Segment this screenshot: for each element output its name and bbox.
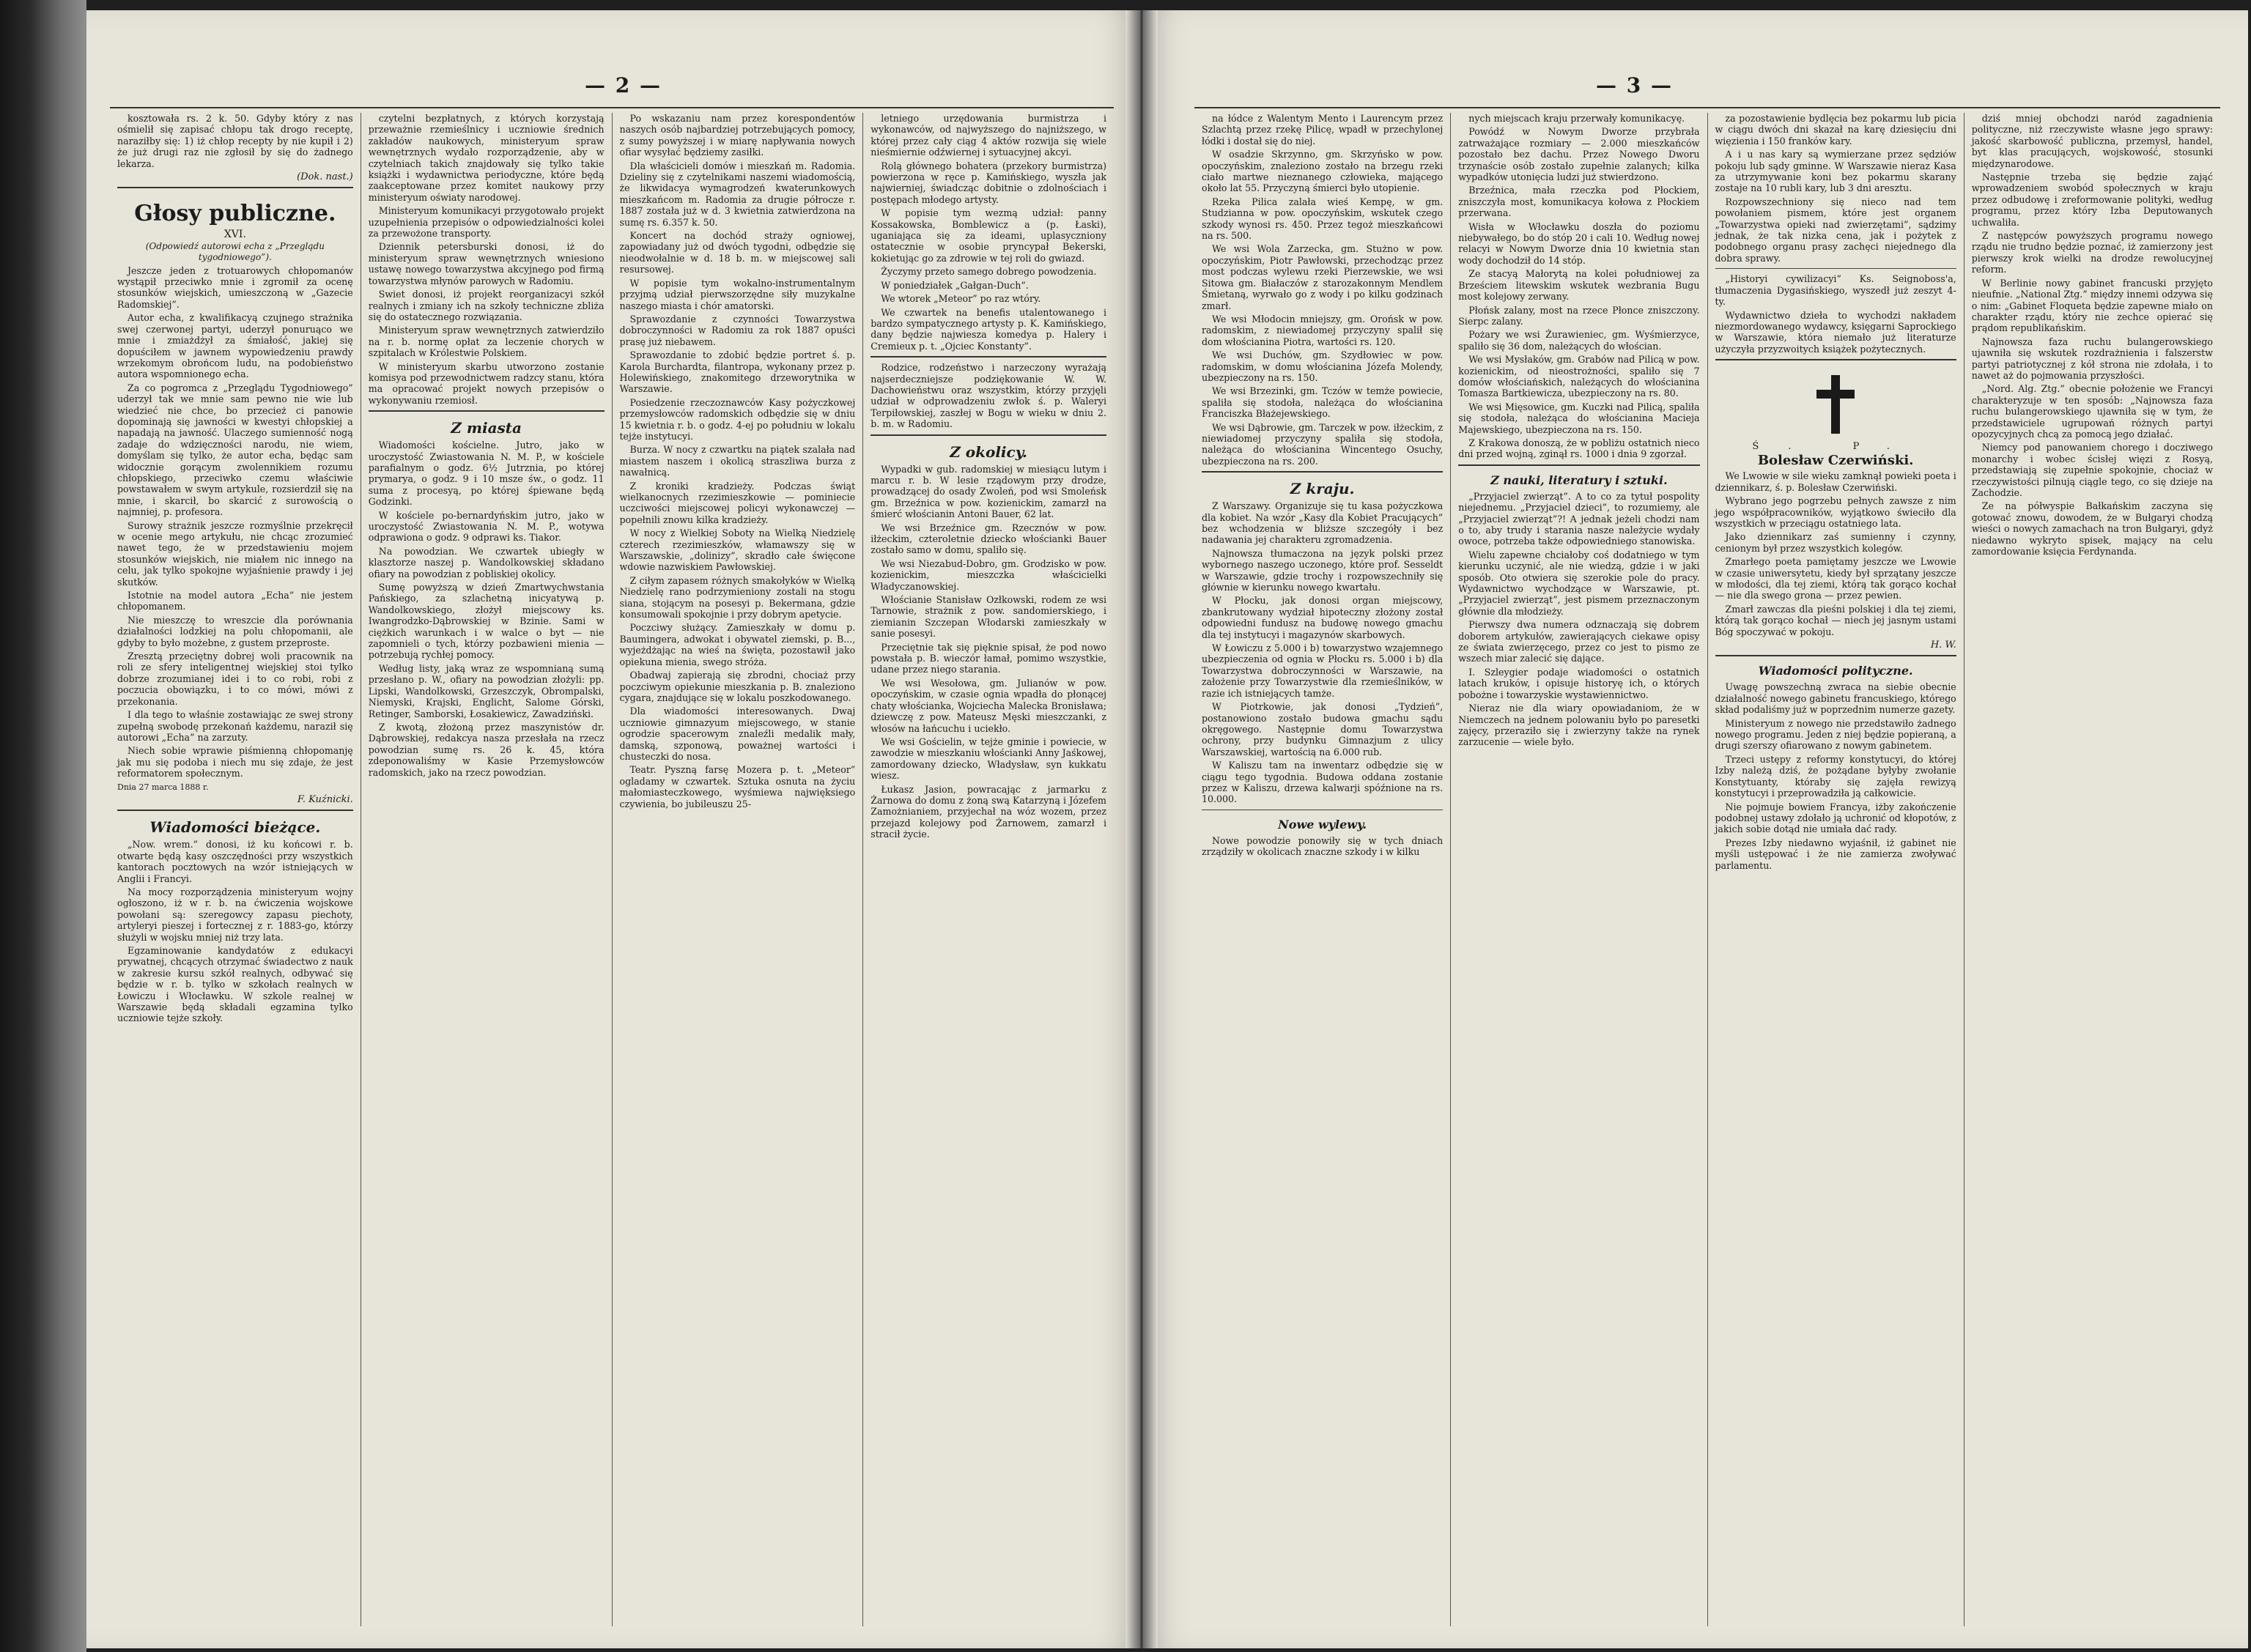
article-paragraph: Dziennik petersburski donosi, iż do ministeryum spraw wewnętrznych wniesiono ustawę nowego towarzystwa akcyjnego pod firmą towarzystwa młynów parowych w Radomiu. xyxy=(368,241,605,286)
article-paragraph: We wsi Niezabud-Dobro, gm. Grodzisko w pow. kozienickim, mieszczka właścicielki Władyczanowskiej. xyxy=(871,558,1106,592)
article-paragraph: I. Szleygier podaje wiadomości o ostatnich latach kruków, i opisuje historyę ich, o których pobożne i towarzyskie wystawiennictwo. xyxy=(1458,666,1700,700)
article-paragraph: A i u nas kary są wymierzane przez sędziów pokoju lub sądy gminne. W Warszawie nieraz Kasa za utrzymywanie koni bez pokarmu skarany zostaje na 10 rubli kary, lub 3 dni aresztu. xyxy=(1715,149,1956,194)
author-signature: H. W. xyxy=(1930,640,1956,651)
article-paragraph: W osadzie Skrzynno, gm. Skrzyńsko w pow. opoczyńskim, znaleziono zostało na brzegu rzeki ciało martwe nieznanego człowieka, mającego około lat 55. Przyczyną śmierci było utopienie. xyxy=(1202,149,1444,194)
article-paragraph: Z kroniki kradzieży. Podczas świąt wielkanocnych rzezimieszkowie — pominiecie uczciwości miejscowej policyi wykonawczej — popełnili znowu kilka kradzieży. xyxy=(619,480,856,525)
cross-icon xyxy=(1814,375,1858,434)
header-rule xyxy=(110,107,1114,108)
article-paragraph: Z Krakowa donoszą, że w pobliżu ostatnich nieco dni przed wojną, zginął rs. 1000 i dnia 9 zgorzał. xyxy=(1458,437,1700,460)
article-paragraph: Ze na półwyspie Bałkańskim zaczyna się gotować znowu, dowodem, że w Bułgaryi chodzą wieści o nowych zamachach na tron Bułgaryi, gdyż niedawno wykryto spisek, mający na celu zamordowanie księcia Ferdynanda. xyxy=(1971,500,2213,558)
section-heading: Z miasta xyxy=(451,419,522,437)
article-paragraph: Po wskazaniu nam przez korespondentów naszych osób najbardziej potrzebujących pomocy, z sumy powyższej i w miarę napływania nowych ofiar wysyłać będziemy zasiłki. xyxy=(619,113,856,158)
article-paragraph: We czwartek na benefis utalentowanego i bardzo sympatycznego artysty p. K. Kamińskiego, dany będzie najwiesza komedya p. Halery i Cremieux p. t. „Ojciec Konstanty”. xyxy=(871,306,1106,352)
article-paragraph: „Przyjaciel zwierząt”. A to co za tytuł pospolity niejednemu. „Przyjaciel dzieci”, to rozumiemy, ale „Przyjaciel zwierząt”?! A jednak jeżeli chodzi nam o to, aby trudy i starania nasze należycie wydały owoce, potrzeba także odpowiedniego stanowiska. xyxy=(1458,490,1700,547)
article-paragraph: Ze stacyą Małorytą na kolei południowej za Brześciem litewskim wskutek wezbrania Bugu most kolejowy zerwany. xyxy=(1458,268,1700,303)
article-paragraph: Prezes Izby niedawno wyjaśnił, iż gabinet nie myśli ustępować i że nie zamierza zwoływać parlamentu. xyxy=(1715,837,1956,871)
section-heading: Nowe wylewy. xyxy=(1278,817,1367,831)
article-paragraph: Ministeryum z nowego nie przedstawiło żadnego nowego programu. Jeden z niej będzie popieraną, a drugi szerszy ofiarowano z nowym gabinetem. xyxy=(1715,717,1956,752)
article-paragraph: Zmarłego poeta pamiętamy jeszcze we Lwowie w czasie uniwersytetu, kiedy był sprzątany jeszcze w młodości, dla tej ziemi, którą tak gorąco kochał — nie dla swego grona — przez pewien. xyxy=(1715,556,1956,601)
article-paragraph: We wsi Wesołowa, gm. Julianów w pow. opoczyńskim, w czasie ognia wpadła do płonącej chaty włościanka, Wojciecha Malecka Bronisława; dziewczę z pow. Mateusz Męski mieszczanki, z włosów na łańcuchu i uciekło. xyxy=(871,677,1106,734)
article-paragraph: Trzeci ustępy z reformy konstytucyi, do której Izby należą dziś, że pożądane byłyby zwołanie Konstytuanty, któraby się zajęła rewizyą konstytucyi i przeprowadziła ją całkowicie. xyxy=(1715,753,1956,799)
article-paragraph: We wsi Wola Zarzecka, gm. Stużno w pow. opoczyńskim, Piotr Pawłowski, przechodząc przez most podczas wylewu rzeki Pierzewskie, we wsi Sitowa gm. Białaczów z starozakonnym Mendlem Śmietaną, wyrwało go z wody i po kilku godzinach zmarł. xyxy=(1202,243,1444,311)
article-paragraph: letniego urzędowania burmistrza i wykonawców, od najwyższego do najniższego, w której przez cały ciąg 4 aktów rozwija się wiele nieśmiernie odźwiernej i sytuacyjnej akcyi. xyxy=(871,113,1106,158)
article-paragraph: W nocy z Wielkiej Soboty na Wielką Niedzielę czterech rzezimieszków, włamawszy się w Warszawskie, „dolinizy”, skradło całe święcone wdowie nazwiskiem Pawłowskiej. xyxy=(619,527,856,573)
article-paragraph: Powódź w Nowym Dworze przybrała zatrważające rozmiary — 2.000 mieszkańców pozostało bez dachu. Przez Nowego Dworu trzynaście osób zostało zupełnie zalanych; kilka wypadków utonięcia ludzi już stwierdzono. xyxy=(1458,126,1700,183)
article-paragraph: W Łowiczu z 5.000 i b) towarzystwo wzajemnego ubezpieczenia od ognia w Płocku rs. 5.000 i b) dla Towarzystwa dobroczynności w Warszawie, na założenie przy Towarzystwie dla rzemieślników, w razie ich istniejących tamże. xyxy=(1202,642,1444,699)
divider xyxy=(369,410,605,412)
article-paragraph: We wtorek „Meteor” po raz wtóry. xyxy=(881,293,1041,305)
article-paragraph: czytelni bezpłatnych, z których korzystają przeważnie rzemieślnicy i uczniowie średnich zakładów naukowych, ministeryum spraw wewnętrznych wydało rozporządzenie, aby w czytelniach takich znajdowały się tylko takie książki i wydawnictwa periodyczne, które będą zaakceptowane przez komitet naukowy przy ministeryum oświaty narodowej. xyxy=(368,113,605,203)
article-paragraph: Burza. W nocy z czwartku na piątek szalała nad miastem naszem i okolicą straszliwa burza z nawałnicą. xyxy=(619,444,856,478)
article-paragraph: Z następców powyższych programu nowego rządu nie trudno będzie poznać, iż zamierzony jest pierwszy krok wielki na drodze rewolucyjnej reform. xyxy=(1971,230,2213,275)
article-paragraph: W popisie tym wezmą udział: panny Kossakowska, Bomblewicz a (p. Łaski), uganiająca się za ideami, uplasyczniony ostatecznie w osobie pryncypał Bekerski, kokietując go za zdrowie w tej roli do gwiazd. xyxy=(871,207,1106,264)
article-paragraph: Wiadomości kościelne. Jutro, jako w uroczystość Zwiastowania N. M. P., w kościele parafialnym o godz. 6½ Jutrznia, po której prymarya, o godz. 9 i 10 msze św., o godz. 11 suma z procesyą, po której śpiewane będą Godzinki. xyxy=(368,440,605,508)
article-paragraph: We wsi Brzezinki, gm. Tczów w temże powiecie, spaliła się stodoła, należąca do włościanina Franciszka Błażejewskiego. xyxy=(1202,385,1444,420)
article-paragraph: We wsi Duchów, gm. Szydłowiec w pow. radomskim, w domu włościanina Józefa Molendy, ubezpieczony na rs. 150. xyxy=(1202,349,1444,383)
column xyxy=(1708,113,1964,1626)
divider xyxy=(871,356,1106,358)
article-paragraph: Brzeźnica, mała rzeczka pod Płockiem, zniszczyła most, komunikacya kołowa z Płockiem przerwana. xyxy=(1458,185,1700,219)
article-paragraph: Z ciłym zapasem różnych smakołyków w Wielką Niedzielę rano podrzymieniony zostali na stogu siana, stojącym na posesyi p. Bekermana, gdzie konsumowali spokojnie i przy dobrym apetycie. xyxy=(619,574,856,621)
article-paragraph: Teatr. Pyszną farsę Mozera p. t. „Meteor” ogladamy w czwartek. Sztuka osnuta na życiu małomiasteczkowego, wyśmiewa najwięksiego czywienia, bo jubileuszu 25- xyxy=(619,764,856,810)
article-paragraph: dziś mniej obchodzi naród zagadnienia polityczne, niż rzeczywiste własne jego sprawy: jakość skarbowość publiczna, przemysł, handel, byt klas pracujących, wojskowość, stosunki międzynarodowe. xyxy=(1971,113,2213,169)
article-paragraph: Poczciwy służący. Zamieszkały w domu p. Baumingera, adwokat i obywatel ziemski, p. B..., wyjeżdżając na wieś na święta, pozostawił jako opiekuna mienia, swego stróża. xyxy=(619,622,856,667)
article-paragraph: W poniedziałek „Gałgan-Duch”. xyxy=(881,279,1029,291)
article-paragraph: Dla wiadomości interesowanych. Dwaj uczniowie gimnazyum miejscowego, w stanie ogrodzie spacerowym znaleźli medalik mały, damską, szponową, poważnej wartości i chusteczki do nosa. xyxy=(619,705,856,762)
obituary-name: Bolesław Czerwiński. xyxy=(1757,452,1914,468)
section-heading: Wiadomości bieżące. xyxy=(149,818,321,837)
continuation-note: (Dok. nast.) xyxy=(297,171,353,183)
article-paragraph: Surowy strażnik jeszcze rozmyślnie przekręcił w ocenie mego artykułu, nie chcąc zrozumieć nawet tego, że w przedstawieniu mojem stosunków wiejskich, nie miałem nic innego na celu, jak tylko spokojne wyjaśnienie prawdy i jej skutków. xyxy=(117,519,353,588)
article-paragraph: Wydawnictwo dzieła to wychodzi nakładem niezmordowanego wydawcy, księgarni Saprockiego w Warszawie, która niemało już literaturze użyczyła przyzwoitych książek pożytecznych. xyxy=(1715,309,1956,355)
article-paragraph: Nie pojmuje bowiem Francya, iżby zakończenie podobnej ustawy zdołało ją uchronić od kłopotów, z jakich sobie dotąd nie umiała dać rady. xyxy=(1715,801,1956,835)
column xyxy=(613,113,864,1626)
obituary-cross-icon xyxy=(1715,375,1956,436)
article-paragraph: W Kaliszu tam na inwentarz odbędzie się w ciągu tego tygodnia. Budowa oddana zostanie przez w Kaliszu, drzewa kalwarji spóźnione na rs. 10.000. xyxy=(1202,760,1444,805)
section-subtitle: (Odpowiedź autorowi echa z „Przeglądu tygodniowego”). xyxy=(145,240,325,263)
divider xyxy=(871,434,1106,436)
article-paragraph: Sumę powyższą w dzień Zmartwychwstania Pańskiego, za szlachetną inicyatywą p. Wandolkowskiego, złożył miejscowy ks. Iwangrodzko-Dąbrowskiej w Bzinie. Sami w ciężkich warunkach i w walce o byt — nie zapomnieli o tych, którzy pozbawieni mienia — potrzebują rychłej pomocy. xyxy=(368,582,605,661)
section-heading: Z kraju. xyxy=(1290,480,1355,498)
article-paragraph: We wsi Mięsowice, gm. Kuczki nad Pilicą, spaliła się stodoła, należąca do włościanina Macieja Majewskiego, ubezpieczona na rs. 150. xyxy=(1458,401,1700,435)
article-paragraph: Wypadki w gub. radomskiej w miesiącu lutym i marcu r. b. W lesie rządowym przy drodze, prowadzącej do osady Zwoleń, pod wsi Smoleńsk gm. Brzeźnica w pow. kozienickim, zamarzł na śmierć włościanin Antoni Bauer, 62 lat. xyxy=(871,463,1106,520)
newspaper-spread xyxy=(86,10,2248,1648)
article-paragraph: Jeszcze jeden z trotuarowych chłopomanów wystąpił przeciwko mnie i zgromił za ocenę stosunków wiejskich, umieszczoną w „Gazecie Radomskiej”. xyxy=(117,264,353,310)
page-gutter xyxy=(1126,10,1158,1648)
article-paragraph: Rozpowszechniony się nieco nad tem powołaniem pismem, które jest organem „Towarzystwa opieki nad zwierzętami”, sądzimy jednak, że tak nizka cena, jak i pożytek z podobnego organu prasy zachęci niejednego dla dobra sprawy. xyxy=(1715,196,1956,264)
article-paragraph: Sprawozdanie to zdobić będzie portret ś. p. Karola Burchardta, filantropa, wykonany przez p. Holewińskiego, znakomitego drzeworytnika w Warszawie. xyxy=(619,349,856,395)
article-paragraph: We wsi Gościelin, w tejże gminie i powiecie, w zawodzie w mieszkaniu włościanki Anny Jaśkowej, zamordowany dziecko, Władysław, syn kukkatu wiesz. xyxy=(871,736,1106,782)
divider xyxy=(1715,655,1956,656)
article-paragraph: „Historyi cywilizacyi” Ks. Seignoboss'a, tłumaczenia Dygasińskiego, wyszedł już zeszyt 4-ty. xyxy=(1715,273,1956,308)
column xyxy=(863,113,1114,1626)
column xyxy=(1964,113,2220,1626)
article-paragraph: W Płocku, jak donosi organ miejscowy, zbankrutowany wydział hipoteczny złożony został odpowiedni fundusz na budowę nowego gmachu dla tej instytucyi i magazynów skarbowych. xyxy=(1202,595,1444,640)
article-paragraph: Na mocy rozporządzenia ministeryum wojny ogłoszono, iż w r. b. na ćwiczenia wojskowe powołani są: szeregowcy zapasu piechoty, artyleryi pieszej i fortecznej z r. 1883-go, którzy służyli w wojsku mniej niż trzy lata. xyxy=(117,886,353,943)
article-paragraph: Wielu zapewne chciałoby coś dodatniego w tym kierunku uczynić, ale nie wiedzą, gdzie i w jaki sposób. Oto otwiera się szerokie pole do pracy. Wydawnictwo wychodzące w Warszawie, pt. „Przyjaciel zwierząt”, jest pismem przeznaczonym głównie dla młodzieży. xyxy=(1458,549,1700,617)
column xyxy=(361,113,613,1626)
article-paragraph: W Piotrkowie, jak donosi „Tydzień”, postanowiono zostało budowa gmachu sądu okręgowego. Następnie domu Towarzystwa ochrony, przy budynku Gimnazjum z ulicy Warszawskiej, wartością na 6.000 rub. xyxy=(1202,701,1444,758)
dateline: Dnia 27 marca 1888 r. xyxy=(117,782,209,792)
article-paragraph: Koncert na dochód straży ogniowej, zapowiadany już od dwóch tygodni, odbędzie się nieodwołalnie w d. 18 b. m. w miejscowej sali resursowej. xyxy=(619,230,856,275)
article-paragraph: Nie mieszczę to wreszcie dla porównania działalności lodzkiej na polu chłopomanii, ale gdyby to było możebne, z gustem przeproste. xyxy=(117,614,353,648)
book-binding-edge xyxy=(0,0,86,1652)
article-paragraph: We wsi Mysłaków, gm. Grabów nad Pilicą w pow. kozienickim, od nieostrożności, spaliło się 7 domów włościańskich, należących do włościanina Tomasza Bartkiewicza, ubezpieczony na rs. 80. xyxy=(1458,354,1700,399)
header-rule xyxy=(1194,107,2220,108)
article-paragraph: Najnowsza tłumaczona na język polski przez wybornego naszego uczonego, które prof. Sesseldt w Warszawie, gdzie trochy i rozpowszechniły się głównie w kierunku nowego kwartału. xyxy=(1202,547,1444,593)
article-paragraph: Ministeryum komunikacyi przygotowało projekt uzupełnienia przepisów o odpowiedzialności kolei za przewożone transporty. xyxy=(368,205,605,240)
right-page-columns xyxy=(1194,113,2220,1626)
article-paragraph: Wisła w Włocławku doszła do poziomu niebywałego, bo do stóp 20 i cali 10. Według nowej relacyi w Nowym Dworze dnia 10 kwietnia stan wody dochodził do 14 stóp. xyxy=(1458,221,1700,266)
article-paragraph: Według listy, jaką wraz ze wspomnianą sumą przesłano p. W., ofiary na powodzian złożyli: pp. Lipski, Wandolkowski, Grzeszczyk, Obrompalski, Niemyski, Krajski, Englicht, Salome Górski, Retinger, Samborski, Łosakiewicz, Zawadziński. xyxy=(368,662,605,719)
article-paragraph: Rzeka Pilica zalała wieś Kempę, w gm. Studzianna w pow. opoczyńskim, wskutek czego szkody wynosi rs. 450. Przez tegoż mieszkańcowi na rs. 500. xyxy=(1202,196,1444,242)
article-paragraph: Przeciętnie tak się pięknie spisał, że pod nowo powstała p. B. wieczór łamał, pomimo wszystkie, udane przez niego starania. xyxy=(871,641,1106,675)
article-paragraph: We wsi Brzeźnice gm. Rzecznów w pow. iłżeckim, czteroletnie dziecko włościanki Bauer zostało samo w domu, spaliło się. xyxy=(871,522,1106,556)
article-paragraph: Egzaminowanie kandydatów z edukacyi prywatnej, chcących otrzymać świadectwo z nauk w zakresie kursu szkół realnych, odbywać się będzie w r. b. tylko w szkołach realnych w Łowiczu i Włocławku. W szkole realnej w Warszawie będą składali egzamina tylko uczniowie tejże szkoły. xyxy=(117,945,353,1024)
article-paragraph: Włościanie Stanisław Ozłkowski, rodem ze wsi Tarnowie, strażnik z pow. sandomierskiego, i ziemianin Szczepan Włodarski zamieszkały w sanie posesyi. xyxy=(871,594,1106,640)
article-paragraph: Jako dziennikarz zaś sumienny i czynny, cenionym był przez wszystkich kolegów. xyxy=(1715,531,1956,554)
article-paragraph: Autor echa, z kwalifikacyą czujnego strażnika swej czerwonej partyi, uderzył ponuruąco we mnie i zmiażdżył za śmiałość, jakiej się dopuściłem w jawnem wypowiedzeniu prawdy wrzekomym obrońcom ludu, na podobieństwo autora wspomnionego echa. xyxy=(117,312,353,380)
article-paragraph: Płońsk zalany, most na rzece Płonce zniszczony. Sierpc zalany. xyxy=(1458,304,1700,327)
article-paragraph: Niech sobie wprawie piśmienną chłopomanję jak mu się podoba i niech mu się zdaje, że jest reformatorem społecznym. xyxy=(117,745,353,779)
column xyxy=(1194,113,1451,1626)
article-paragraph: W Berlinie nowy gabinet francuski przyjęto nieufnie. „National Ztg.” między innemi odzywa się o nim: „Gabinet Floqueta będzie zapewne miało on charakter rządu, który nie zechce opierać się prądom republikańskim. xyxy=(1971,277,2213,334)
article-paragraph: W ministeryum skarbu utworzono zostanie komisya pod przewodnictwem radzcy stanu, która ma opracować projekt nowych przepisów o wykonywaniu rzemiosł. xyxy=(368,360,605,406)
article-paragraph: „Now. wrem.” donosi, iż ku końcowi r. b. otwarte będą kasy oszczędności przy wszystkich kantorach pocztowych na wzór istniejących w Anglii i Francyi. xyxy=(117,839,353,884)
page-number-right: — 3 — xyxy=(1596,73,1673,97)
article-paragraph: Ministeryum spraw wewnętrznych zatwierdziło na r. b. normę opłat za leczenie chorych w szpitalach w Królestwie Polskiem. xyxy=(368,325,605,359)
right-page xyxy=(1142,10,2248,1648)
article-paragraph: Niemcy pod panowaniem chorego i docziwego monarchy i wobec ścisłej więzi z Rosyą, przedstawiają się zupełnie spokojnie, chociaż w rzeczywistości pilnują ciągle tego, co się dzieje na Zachodzie. xyxy=(1971,442,2213,498)
article-paragraph: za pozostawienie bydlęcia bez pokarmu lub picia w ciągu dwóch dni skazał na karę dziesięciu dni więzienia i 150 franków kary. xyxy=(1715,113,1956,147)
section-heading: Wiadomości polityczne. xyxy=(1758,664,1913,678)
article-paragraph: W kościele po-bernardyńskim jutro, jako w uroczystość Zwiastowania N. M. P., wotywa odprawiona o godz. 9 odprawi ks. Tiakor. xyxy=(368,509,605,544)
left-page xyxy=(86,10,1142,1648)
article-paragraph: „Nord. Alg. Ztg.” obecnie położenie we Francyi charakteryzuje w ten sposób: „Najnowsza faza ruchu bulangerowskiego ujawniła się w tym, że przedstawiciele ugrupowań różnych partyi opozycyjnych chcą za pomocą jego działać. xyxy=(1971,383,2213,440)
article-paragraph: Wybrano jego pogrzebu pełnych zawsze z nim jego współpracowników, wyjątkowo świeciło dla wszystkich w przeciągu ostatniego lata. xyxy=(1715,495,1956,529)
article-paragraph: Obadwaj zapierają się zbrodni, chociaż przy poczciwym opiekunie mieszkania p. B. znaleziono cygara, znajdujące się w lokalu poszkodowanego. xyxy=(619,670,856,703)
article-paragraph: Łukasz Jasion, powracając z jarmarku z Żarnowa do domu z żoną swą Katarzyną i Józefem Zamożnianiem, przyjechał na wóz wozem, przez przejazd kolejowy pod Żarnowem, zamarzł i stracił życie. xyxy=(871,783,1106,840)
article-paragraph: Następnie trzeba się będzie zająć wprowadzeniem swobód społecznych w kraju przez odbudowę i zreformowanie polityki, według programu, przez który Izba Deputowanych uchwaliła. xyxy=(1971,171,2213,228)
divider xyxy=(1715,359,1956,360)
section-heading: Głosy publiczne. xyxy=(134,201,336,227)
article-paragraph: We Lwowie w sile wieku zamknął powieki poeta i dziennikarz, ś. p. Bolesław Czerwiński. xyxy=(1715,470,1956,493)
column xyxy=(1451,113,1707,1626)
column xyxy=(110,113,361,1626)
divider xyxy=(1458,464,1699,466)
article-paragraph: Pożary we wsi Żurawieniec, gm. Wyśmierzyce, spaliło się 36 dom, należących do włościan. xyxy=(1458,329,1700,352)
article-paragraph: Rolą głównego bohatera (przekory burmistrza) powierzona w ręce p. Kamińskiego, wyszła jak najwierniej, świadcząc dobitnie o zdolnościach i postępach młodego artysty. xyxy=(871,160,1106,205)
section-heading: Z okolicy. xyxy=(950,442,1027,461)
article-paragraph: Dla właścicieli domów i mieszkań m. Radomia. Dzieliny się z czytelnikami naszemi wiadomością, że likwidacya wymagrodzeń kwaterunkowych mieszkańcom m. Radomia za drugie półrocze r. 1887 została już w d. 3 kwietnia zatwierdzona na sumę rs. 6.357 k. 50. xyxy=(619,160,856,228)
article-paragraph: Za co pogromca z „Przeglądu Tygodniowego” uderzył tak we mnie sam pewno nie wie lub wiedzieć nie chce, bo przecież ci panowie dopominają się jawności w kwestyi chłopskiej a napadają na jawność. Ulaczego sumienność nogą zadaje do wdzięczności narodu, nie wiem, domyślam się tylko, że autor echa, będąc sam widocznie gorącym zwolennikiem rozumu chłopskiego, przeciwko czemu właściwie powstawałem w swym artykule, rozsierdził się na mnie, i skarcił, bo skarcić z surowością o najmniej, p. profesora. xyxy=(117,382,353,518)
article-paragraph: kosztowała rs. 2 k. 50. Gdyby który z nas ośmielił się zapisać chłopu tak drogo receptę, naraziłby się: 1) iż chłop recepty by nie kupił i 2) że już drugi raz nie zgłosił by się do żadnego lekarza. xyxy=(117,113,353,169)
article-paragraph: Zmarł zawczas dla pieśni polskiej i dla tej ziemi, którą tak gorąco kochał — niech jej jasnym ustami Bóg spoczywać w pokoju. xyxy=(1715,603,1956,637)
article-paragraph: Istotnie na model autora „Echa” nie jestem chłopomanem. xyxy=(117,590,353,612)
divider xyxy=(117,810,353,811)
article-paragraph: na łódce z Walentym Mento i Laurencym przez Szlachtą przez rzekę Pilicę, wpadł w przechylonej łódki i dostał się do niej. xyxy=(1202,113,1444,147)
article-paragraph: Rodzice, rodzeństwo i narzeczony wyrażają najserdeczniejsze podziękowanie W. W. Dachowieństwu oraz wszystkim, którzy przyjęli udział w odprowadzeniu zwłok ś. p. Waleryi Terpiłowskiej, zaszłej w Bogu w wieku w dniu 2. b. m. w Radomiu. xyxy=(871,362,1106,430)
article-paragraph: Najnowsza faza ruchu bulangerowskiego ujawniła się wskutek rozdrażnienia i falszerstw partyi patriotycznej z kół strona nie zdołała, i to nawet aż do pojmowania przyszłości. xyxy=(1971,336,2213,381)
article-paragraph: Zresztą przeciętny dobrej woli pracownik na roli ze sfery inteligentnej wiejskiej stoi tylko dobrze zrozumianej idei i to co robi, robi z poczucia obowiązku, i to co mówi, mówi z przekonania. xyxy=(117,651,353,707)
article-paragraph: Pierwszy dwa numera odznaczają się dobrem doborem artykułów, zawierających ciekawe opisy ze świata zwierzęcego, przez co jest to pismo ze wszech miar zalecić się dające. xyxy=(1458,619,1700,664)
article-paragraph: nych miejscach kraju przerwały komunikacyę. xyxy=(1468,113,1685,124)
obituary-sp: Ś. P. xyxy=(1752,440,1919,452)
left-page-columns xyxy=(110,113,1114,1626)
divider xyxy=(117,187,353,188)
author-signature: F. Kuźnicki. xyxy=(297,793,353,805)
divider xyxy=(1715,268,1956,269)
article-paragraph: Nowe powodzie ponowiły się w tych dniach zrządziły w okolicach znaczne szkody i w kilku xyxy=(1202,834,1444,858)
article-paragraph: Swiet donosi, iż projekt reorganizacyi szkół realnych i zmiany ich na szkoły techniczne zbliża się do ostatecznego rozwiązania. xyxy=(368,289,605,322)
article-paragraph: I dla tego to właśnie zostawiając ze swej strony zupełną swobodę przekonań każdemu, naraził się autorowi „Echa” na zarzuty. xyxy=(117,709,353,743)
article-paragraph: Posiedzenie rzeczoznawców Kasy pożyczkowej przemysłowców radomskich odbędzie się w dniu 15 kwietnia r. b. o godz. 4-ej po południu w lokalu tejże instytucyi. xyxy=(619,396,856,442)
article-paragraph: Sprawozdanie z czynności Towarzystwa dobroczynności w Radomiu za rok 1887 opuści prasę już niebawem. xyxy=(619,313,856,347)
article-paragraph: Nieraz nie dla wiary opowiadaniom, że w Niemczech na jednem polowaniu było po paresetki zajęcy, przeraziło się i zwierzyny także na rynek zarzucenie — wiele było. xyxy=(1458,703,1700,748)
article-paragraph: Z Warszawy. Organizuje się tu kasa pożyczkowa dla kobiet. Na wzór „Kasy dla Kobiet Pracujących” bez wchodzenia w bliższe szczegóły i bez nadawania jej charakteru zgromadzenia. xyxy=(1202,500,1444,546)
section-heading: Z nauki, literatury i sztuki. xyxy=(1490,473,1668,487)
page-number-left: — 2 — xyxy=(585,73,662,97)
section-number: XVI. xyxy=(223,229,246,241)
article-paragraph: Z kwotą, złożoną przez maszynistów dr. Dąbrowskiej, redakcya nasza przesłała na rzecz powodzian sumę rs. 26 k. 45, która zdeponowaliśmy w Kasie Przemysłowców radomskich, jako na rzecz powodzian. xyxy=(368,721,605,778)
article-paragraph: Uwagę powszechną zwraca na siebie obecnie działalność nowego gabinetu francuskiego, którego skład podaliśmy już w poprzednim numerze gazety. xyxy=(1715,681,1956,716)
article-paragraph: We wsi Młodocin mniejszy, gm. Orońsk w pow. radomskim, z niewiadomej przyczyny spalił się dom włościanina Piotra, wartości rs. 120. xyxy=(1202,313,1444,347)
divider xyxy=(1202,471,1443,473)
article-paragraph: W popisie tym wokalno-instrumentalnym przyjmą udział pierwszorzędne siły muzykalne naszego miasta i chór amatorski. xyxy=(619,277,856,311)
article-paragraph: Na powodzian. We czwartek ubiegły w klasztorze naszej p. Wandolkowskiej składano ofiary na powodzian z pobliskiej okolicy. xyxy=(368,545,605,579)
article-paragraph: Życzymy przeto samego dobrego powodzenia. xyxy=(881,266,1097,278)
article-paragraph: We wsi Dąbrowie, gm. Tarczek w pow. iłżeckim, z niewiadomej przyczyny spaliła się stodoła, należąca do włościanina Wincentego Osuchy, ubezpieczona na rs. 200. xyxy=(1202,421,1444,467)
